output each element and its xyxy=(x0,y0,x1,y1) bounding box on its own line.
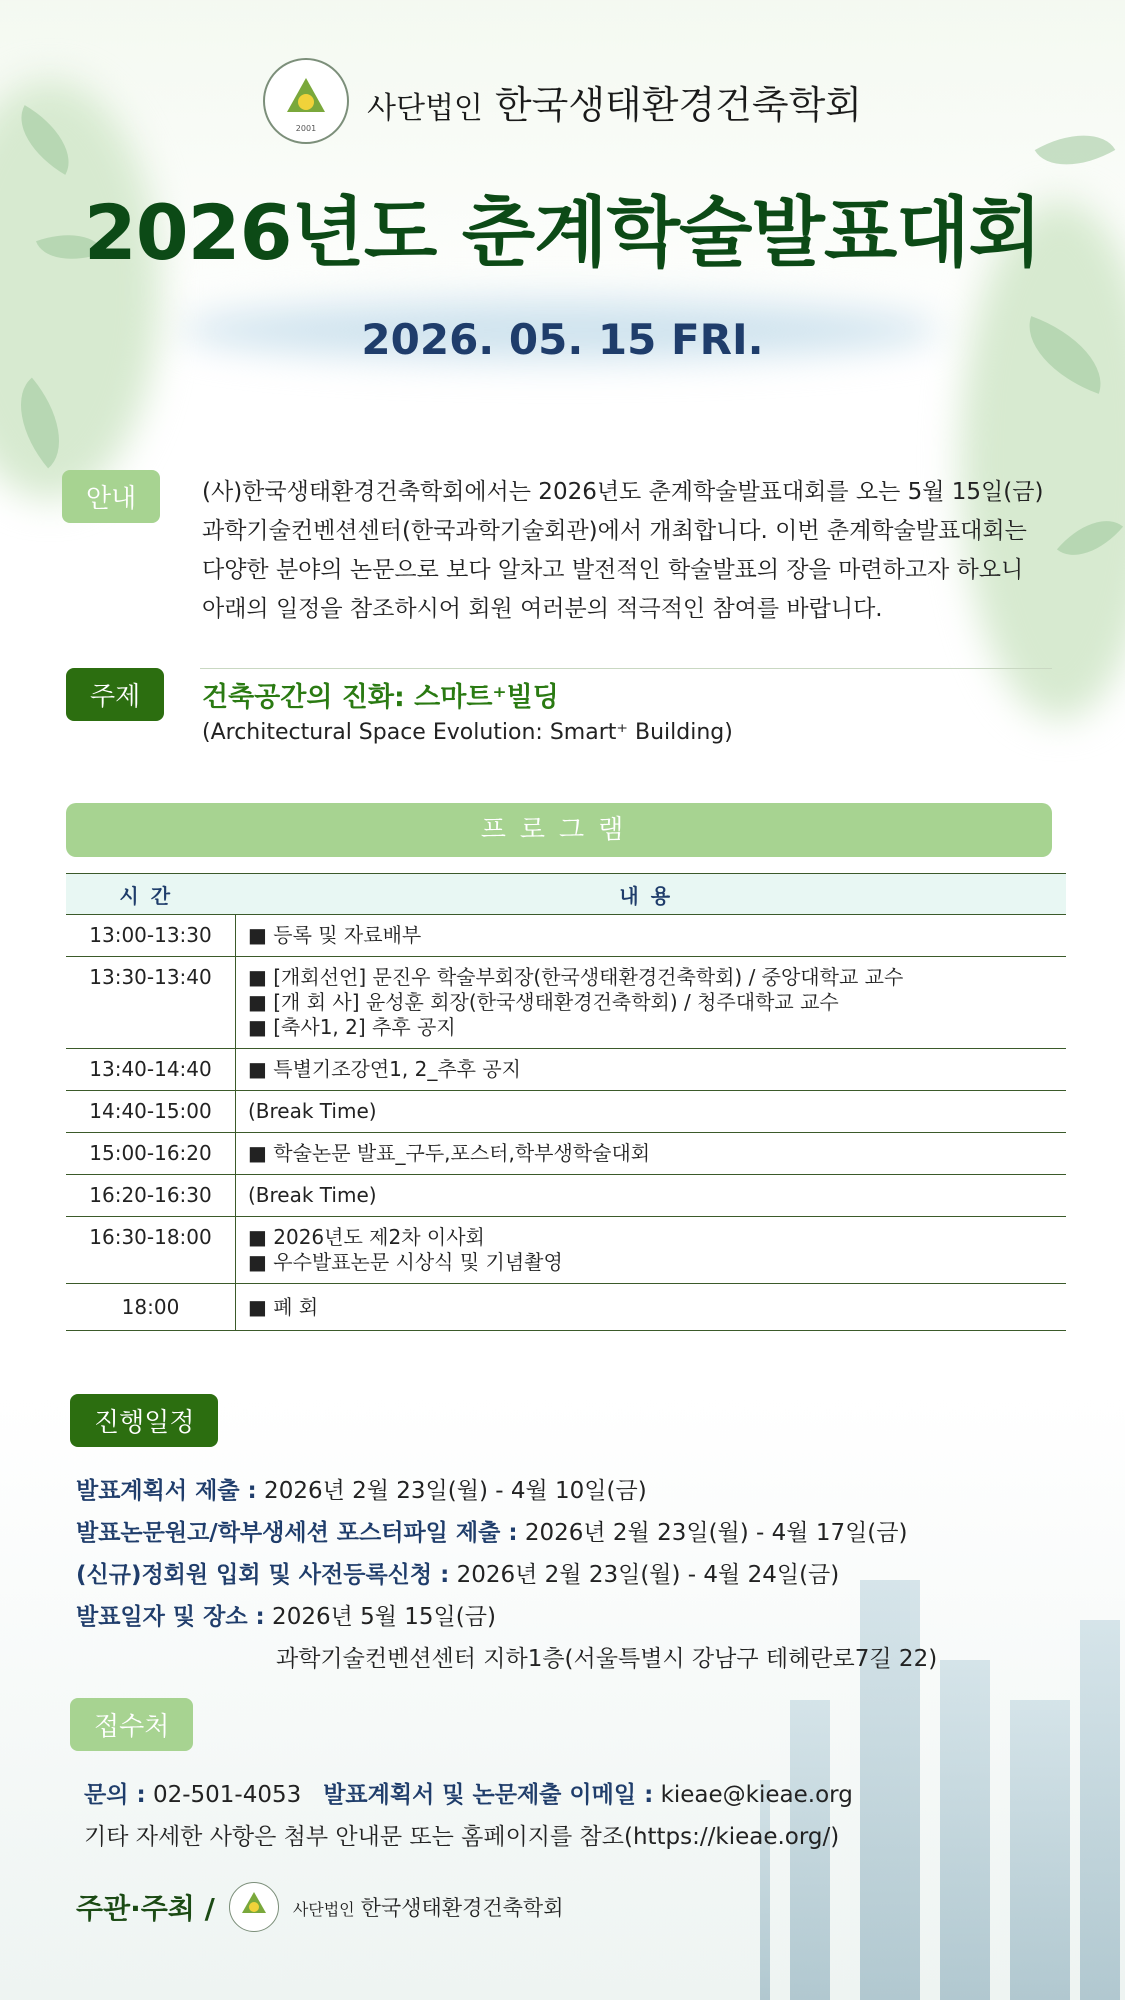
table-row xyxy=(66,1217,1066,1284)
schedule-label: 진행일정 xyxy=(70,1394,218,1447)
row-time: 15:00-16:20 xyxy=(66,1133,236,1175)
intro-line: 다양한 분야의 논문으로 보다 알차고 발전적인 학술발표의 장을 마련하고자 하오니 xyxy=(202,557,1024,583)
table-row xyxy=(66,915,1066,957)
row-content xyxy=(236,1175,1067,1217)
page-title: 2026년도 춘계학술발표대회 xyxy=(83,188,1042,277)
schedule-key: (신규)정회원 입회 및 사전등록신청 : xyxy=(76,1562,450,1588)
schedule-value: 2026년 2월 23일(월) - 4월 17일(금) xyxy=(517,1520,908,1546)
table-row xyxy=(66,1133,1066,1175)
row-content xyxy=(236,1049,1067,1091)
row-content xyxy=(236,1284,1067,1331)
table-row xyxy=(66,1175,1066,1217)
row-time: 13:30-13:40 xyxy=(66,957,236,1049)
schedule-item xyxy=(76,1598,496,1631)
program-title: 프로그램 xyxy=(66,803,1052,857)
event-date: 2026. 05. 15 FRI. xyxy=(361,315,764,364)
footer-org xyxy=(293,1892,564,1922)
schedule-venue: 과학기술컨벤션센터 지하1층(서울특별시 강남구 테헤란로7길 22) xyxy=(276,1646,938,1672)
host-label: 주관·주최 / xyxy=(76,1892,215,1925)
seal-year: 2001 xyxy=(295,124,317,133)
row-item: ■ 2026년도 제2차 이사회 xyxy=(248,1225,485,1249)
org-name-text: 한국생태환경건축학회 xyxy=(494,82,862,127)
org-prefix: 사단법인 xyxy=(366,90,483,126)
theme-korean: 건축공간의 진화: 스마트⁺빌딩 xyxy=(202,682,559,713)
row-time: 13:00-13:30 xyxy=(66,915,236,957)
contact-line xyxy=(84,1776,853,1809)
row-item: ■ 특별기조강연1, 2_추후 공지 xyxy=(248,1057,521,1081)
phone-number: 02-501-4053 xyxy=(145,1782,302,1808)
row-time: 16:30-18:00 xyxy=(66,1217,236,1284)
row-content xyxy=(236,1217,1067,1284)
row-item: ■ [개 회 사] 윤성훈 회장(한국생태환경건축학회) / 청주대학교 교수 xyxy=(248,990,839,1014)
row-item: (Break Time) xyxy=(248,1183,377,1207)
theme-divider xyxy=(200,668,1052,669)
org-banner xyxy=(0,58,1125,144)
footer xyxy=(76,1882,564,1932)
col-time: 시간 xyxy=(66,874,236,915)
theme-english: (Architectural Space Evolution: Smart⁺ Building) xyxy=(202,720,733,745)
col-content: 내용 xyxy=(236,874,1067,915)
society-seal-small-icon xyxy=(229,1882,279,1932)
schedule-key: 발표일자 및 장소 : xyxy=(76,1604,265,1630)
intro-line: 아래의 일정을 참조하시어 회원 여러분의 적극적인 참여를 바랍니다. xyxy=(202,596,883,622)
table-row xyxy=(66,1091,1066,1133)
intro-line: (사)한국생태환경건축학회에서는 2026년도 춘계학술발표대회를 오는 5월 15일(금) xyxy=(202,479,1044,505)
society-seal-icon xyxy=(263,58,349,144)
row-content xyxy=(236,1091,1067,1133)
row-time: 13:40-14:40 xyxy=(66,1049,236,1091)
intro-paragraph xyxy=(202,473,1062,629)
row-item: ■ 학술논문 발표_구두,포스터,학부생학술대회 xyxy=(248,1141,651,1165)
row-item: ■ 우수발표논문 시상식 및 기념촬영 xyxy=(248,1250,563,1274)
row-time: 18:00 xyxy=(66,1284,236,1331)
schedule-value: 2026년 5월 15일(금) xyxy=(264,1604,496,1630)
row-item: ■ 등록 및 자료배부 xyxy=(248,923,422,947)
table-row xyxy=(66,1049,1066,1091)
schedule-key: 발표계획서 제출 : xyxy=(76,1478,257,1504)
row-content xyxy=(236,915,1067,957)
row-content xyxy=(236,957,1067,1049)
org-name xyxy=(367,74,862,129)
schedule-item xyxy=(76,1556,839,1589)
row-item: ■ 폐 회 xyxy=(248,1294,319,1319)
theme-label: 주제 xyxy=(66,668,164,721)
phone-key: 문의 : xyxy=(84,1782,146,1808)
poster-header xyxy=(0,58,1125,364)
email-key: 발표계획서 및 논문제출 이메일 : xyxy=(323,1782,654,1808)
intro-line: 과학기술컨벤션센터(한국과학기술회관)에서 개최합니다. 이번 춘계학술발표대회는 xyxy=(202,518,1027,544)
row-item: ■ [개회선언] 문진우 학술부회장(한국생태환경건축학회) / 중앙대학교 교수 xyxy=(248,965,904,989)
row-time: 16:20-16:30 xyxy=(66,1175,236,1217)
schedule-item xyxy=(76,1472,647,1505)
program-table xyxy=(66,873,1066,1331)
schedule-value: 2026년 2월 23일(월) - 4월 10일(금) xyxy=(256,1478,647,1504)
row-time: 14:40-15:00 xyxy=(66,1091,236,1133)
table-row xyxy=(66,957,1066,1049)
schedule-item xyxy=(76,1514,907,1547)
email-link[interactable]: kieae@kieae.org xyxy=(653,1782,853,1808)
footer-org-name: 한국생태환경건축학회 xyxy=(360,1896,564,1920)
row-item: (Break Time) xyxy=(248,1099,377,1123)
footer-org-prefix: 사단법인 xyxy=(292,1900,355,1919)
schedule-value: 2026년 2월 23일(월) - 4월 24일(금) xyxy=(449,1562,840,1588)
contact-note: 기타 자세한 사항은 첨부 안내문 또는 홈페이지를 참조(https://kieae.org/) xyxy=(84,1824,840,1850)
schedule-key: 발표논문원고/학부생세션 포스터파일 제출 : xyxy=(76,1520,518,1546)
table-header-row xyxy=(66,874,1066,915)
table-row xyxy=(66,1284,1066,1331)
contact-label: 접수처 xyxy=(70,1698,193,1751)
intro-label: 안내 xyxy=(62,470,160,523)
row-item: ■ [축사1, 2] 추후 공지 xyxy=(248,1015,456,1039)
row-content xyxy=(236,1133,1067,1175)
